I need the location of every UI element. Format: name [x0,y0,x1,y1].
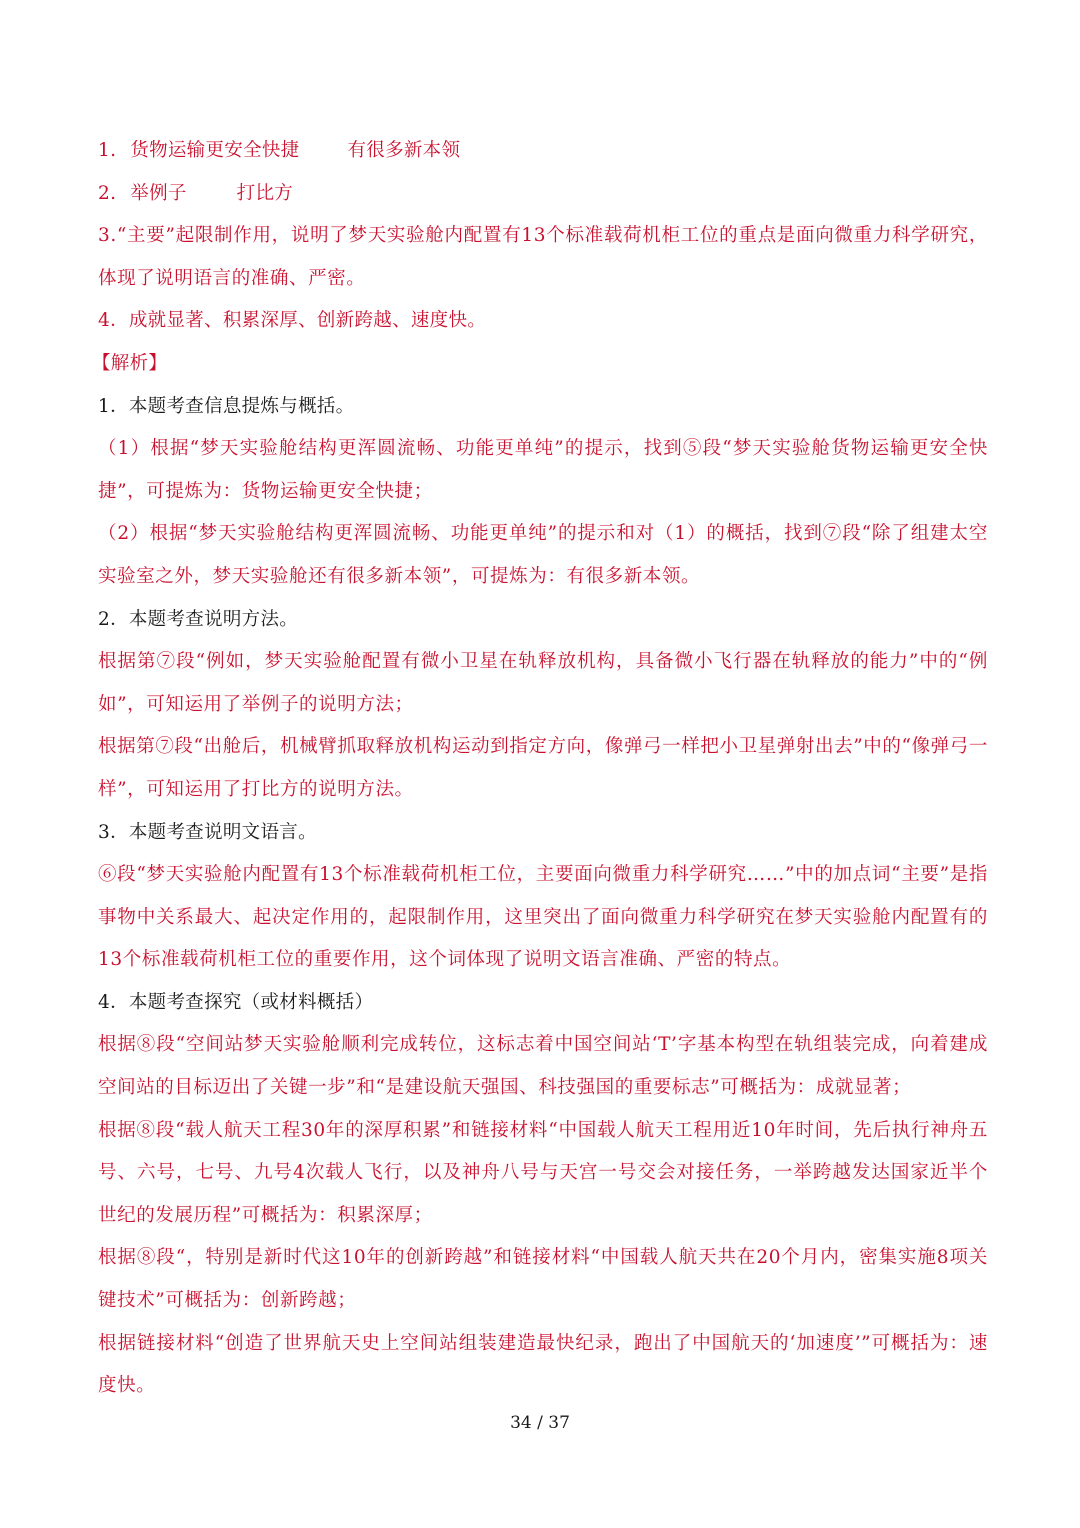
page-content [92,130,988,1408]
answer-2-number: 2. [98,182,117,204]
analysis-q4-p2: 根据⑧段“载人航天工程30年的深厚积累”和链接材料“中国载人航天工程用近10年时间，先后执行神舟五号、六号，七号、九号4次载人飞行，以及神舟八号与天宫一号交会对接任务，一举跨越发达国家近半个世纪的发展历程”可概括为：积累深厚； [98,1119,988,1226]
analysis-q4-p1: 根据⑧段“空间站梦天实验舱顺利完成转位，这标志着中国空间站‘T’字基本构型在轨组装完成，向着建成空间站的目标迈出了关键一步”和“是建设航天强国、科技强国的重要标志”可概括为：成就显著； [98,1034,988,1099]
analysis-q2-p2: 根据第⑦段“出舱后，机械臂抓取释放机构运动到指定方向，像弹弓一样把小卫星弹射出去”中的“像弹弓一样”，可知运用了打比方的说明方法。 [98,736,988,800]
analysis-q2-title: 2．本题考查说明方法。 [98,608,299,630]
analysis-q4-title: 4．本题考查探究（或材料概括） [98,991,374,1013]
analysis-q3-p1: ⑥段“梦天实验舱内配置有13个标准载荷机柜工位，主要面向微重力科学研究……”中的加点词“主要”是指事物中关系最大、起决定作用的，起限制作用，这里突出了面向微重力科学研究在梦天实验舱内配置有的13个标准载荷机柜工位的重要作用，这个词体现了说明文语言准确、严密的特点。 [98,864,988,971]
analysis-q4-p3: 根据⑧段“，特别是新时代这10年的创新跨越”和链接材料“中国载人航天共在20个月内，密集实施8项关键技术”可概括为：创新跨越； [98,1247,988,1312]
analysis-q2-p1: 根据第⑦段“例如，梦天实验舱配置有微小卫星在轨释放机构，具备微小飞行器在轨释放的能力”中的“例如”，可知运用了举例子的说明方法； [98,651,988,715]
analysis-q4-p4: 根据链接材料“创造了世界航天史上空间站组装建造最快纪录，跑出了中国航天的‘加速度’”可概括为：速度快。 [98,1332,988,1397]
analysis-heading: 【解析】 [92,352,168,374]
answer-2-part1: 举例子 [130,182,187,204]
answer-1-part2: 有很多新本领 [347,140,461,161]
answer-4: 4．成就显著、积累深厚、创新跨越、速度快。 [98,310,487,332]
analysis-q3-title: 3．本题考查说明文语言。 [98,821,317,843]
answer-2-part2: 打比方 [236,182,294,204]
analysis-q1-title: 1．本题考查信息提炼与概括。 [98,395,355,417]
answer-1-number: 1. [98,140,117,161]
answer-1-part1: 货物运输更安全快捷 [130,140,300,161]
page-number: 34 / 37 [510,1413,570,1433]
analysis-q1-p2: （2）根据“梦天实验舱结构更浑圆流畅、功能更单纯”的提示和对（1）的概括，找到⑦段“除了组建太空实验室之外，梦天实验舱还有很多新本领”，可提炼为：有很多新本领。 [98,523,988,587]
answer-2 [98,173,988,216]
answer-3: 3.“主要”起限制作用，说明了梦天实验舱内配置有13个标准载荷机柜工位的重点是面向微重力科学研究，体现了说明语言的准确、严密。 [98,225,988,289]
answer-1 [98,130,988,173]
analysis-q1-p1: （1）根据“梦天实验舱结构更浑圆流畅、功能更单纯”的提示，找到⑤段“梦天实验舱货物运输更安全快捷”，可提炼为：货物运输更安全快捷； [98,438,988,502]
